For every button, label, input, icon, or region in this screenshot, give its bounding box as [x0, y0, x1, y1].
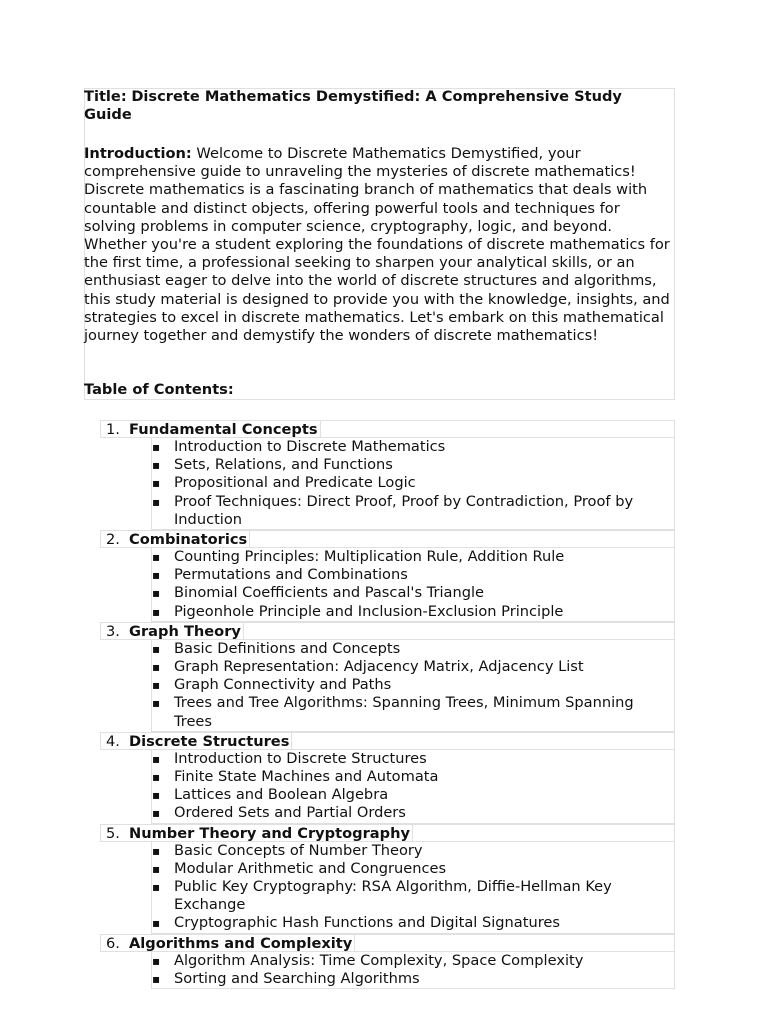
section-title: Graph Theory: [129, 623, 244, 640]
list-item: [152, 804, 674, 822]
bullet-icon: ▪: [152, 641, 161, 656]
list-item: [152, 842, 674, 860]
section-number: 3.: [106, 622, 120, 640]
toc-section: [100, 622, 675, 640]
list-item: [152, 566, 674, 584]
section-items: [151, 842, 675, 934]
list-item-text: Permutations and Combinations: [174, 566, 408, 584]
section-number: 1.: [106, 421, 120, 438]
section-items: [151, 640, 675, 732]
list-item: [152, 658, 674, 676]
section-number: 4.: [106, 732, 120, 750]
list-item-text: Sorting and Searching Algorithms: [174, 969, 420, 987]
bullet-icon: ▪: [152, 843, 161, 858]
section-title: Combinatorics: [129, 531, 250, 548]
list-item: [152, 786, 674, 804]
list-item-text: Lattices and Boolean Algebra: [174, 786, 389, 804]
bullet-icon: ▪: [152, 770, 161, 785]
list-item-text: Pigeonhole Principle and Inclusion-Exclusion Principle: [174, 602, 564, 620]
bullet-icon: ▪: [152, 788, 161, 803]
section-items: [151, 952, 675, 989]
list-item-text: Basic Concepts of Number Theory: [174, 841, 423, 859]
list-item-text: Algorithm Analysis: Time Complexity, Space Complexity: [174, 951, 584, 969]
bullet-icon: ▪: [152, 660, 161, 675]
section-items: [151, 548, 675, 622]
section-number: 6.: [106, 934, 120, 952]
list-item-text: Binomial Coefficients and Pascal's Triangle: [174, 584, 485, 602]
section-title: Number Theory and Cryptography: [129, 825, 413, 842]
bullet-icon: ▪: [152, 440, 161, 454]
list-item: [152, 768, 674, 786]
toc-section: [100, 934, 675, 952]
list-item: [152, 860, 674, 878]
list-item-text: Graph Connectivity and Paths: [174, 676, 392, 694]
section-title: Discrete Structures: [129, 733, 292, 750]
table-of-contents: [100, 420, 675, 989]
bullet-icon: ▪: [152, 678, 161, 693]
list-item-text: Graph Representation: Adjacency Matrix, Adjacency List: [174, 658, 584, 676]
list-item-text: Basic Definitions and Concepts: [174, 639, 401, 657]
bullet-icon: ▪: [152, 550, 161, 565]
list-item: [152, 970, 674, 988]
list-item: [152, 750, 674, 768]
list-item-text: Ordered Sets and Partial Orders: [174, 804, 406, 822]
bullet-icon: ▪: [152, 861, 161, 876]
list-item: [152, 676, 674, 694]
introduction-paragraph: [84, 145, 674, 345]
list-item-text: Trees and Tree Algorithms: Spanning Trees, Minimum Spanning Trees: [174, 694, 634, 730]
toc-section: [100, 420, 675, 438]
section-number: 5.: [106, 824, 120, 842]
list-item: [152, 548, 674, 566]
title-text-line1: Discrete Mathematics Demystified: A Comprehensive Study: [131, 88, 622, 105]
list-item: [152, 474, 674, 492]
list-item: [152, 603, 674, 621]
toc-heading: Table of Contents:: [84, 381, 234, 398]
list-item-text: Modular Arithmetic and Congruences: [174, 859, 447, 877]
list-item: [152, 694, 674, 730]
list-item-text: Counting Principles: Multiplication Rule, Addition Rule: [174, 548, 565, 566]
toc-section: [100, 530, 675, 548]
section-title: Algorithms and Complexity: [129, 935, 355, 952]
list-item-text: Sets, Relations, and Functions: [174, 456, 393, 474]
introduction-label: Introduction:: [84, 145, 192, 162]
bullet-icon: ▪: [152, 751, 161, 766]
bullet-icon: ▪: [152, 880, 161, 895]
list-item-text: Public Key Cryptography: RSA Algorithm, Diffie-Hellman Key Exchange: [174, 878, 612, 914]
list-item: [152, 914, 674, 932]
section-title: Fundamental Concepts: [129, 421, 321, 438]
bullet-icon: ▪: [152, 458, 161, 473]
list-item: [152, 584, 674, 602]
list-item: [152, 952, 674, 970]
bullet-icon: ▪: [152, 916, 161, 931]
list-item: [152, 456, 674, 474]
list-item-text: Introduction to Discrete Structures: [174, 749, 427, 767]
section-items: [151, 438, 675, 530]
list-item-text: Propositional and Predicate Logic: [174, 474, 416, 492]
bullet-icon: ▪: [152, 568, 161, 583]
bullet-icon: ▪: [152, 971, 161, 986]
list-item-text: Introduction to Discrete Mathematics: [174, 438, 446, 455]
list-item: [152, 493, 674, 529]
list-item-text: Proof Techniques: Direct Proof, Proof by Contradiction, Proof by Induction: [174, 492, 634, 528]
section-number: 2.: [106, 531, 120, 549]
bullet-icon: ▪: [152, 604, 161, 619]
document-title: [84, 88, 674, 124]
bullet-icon: ▪: [152, 696, 161, 711]
list-item-text: Finite State Machines and Automata: [174, 768, 439, 786]
list-item: [152, 438, 674, 456]
bullet-icon: ▪: [152, 806, 161, 821]
section-items: [151, 750, 675, 824]
toc-section: [100, 732, 675, 750]
bullet-icon: ▪: [152, 586, 161, 601]
toc-section: [100, 824, 675, 842]
list-item-text: Cryptographic Hash Functions and Digital Signatures: [174, 914, 560, 932]
bullet-icon: ▪: [152, 953, 161, 968]
list-item: [152, 640, 674, 658]
list-item: [152, 878, 674, 914]
bullet-icon: ▪: [152, 494, 161, 509]
bullet-icon: ▪: [152, 476, 161, 491]
title-label: Title:: [84, 88, 127, 105]
introduction-text: Welcome to Discrete Mathematics Demystified, your comprehensive guide to unraveling the mysteries of discrete mathematics! Discrete mathematics is a fascinating branch of mathematics that deals with countable and distinct objects, offering powerful tools and techniques for solving problems in computer science, cryptography, logic, and beyond. Whether you're a student exploring the foundations of discrete mathematics for the first time, a professional seeking to sharpen your analytical skills, or an enthusiast eager to delve into the world of discrete structures and algorithms, this study material is designed to provide you with the knowledge, insights, and strategies to excel in discrete mathematics. Let's embark on this mathematical journey together and demystify the wonders of discrete mathematics!: [84, 145, 670, 345]
title-text-line2: Guide: [84, 106, 132, 124]
